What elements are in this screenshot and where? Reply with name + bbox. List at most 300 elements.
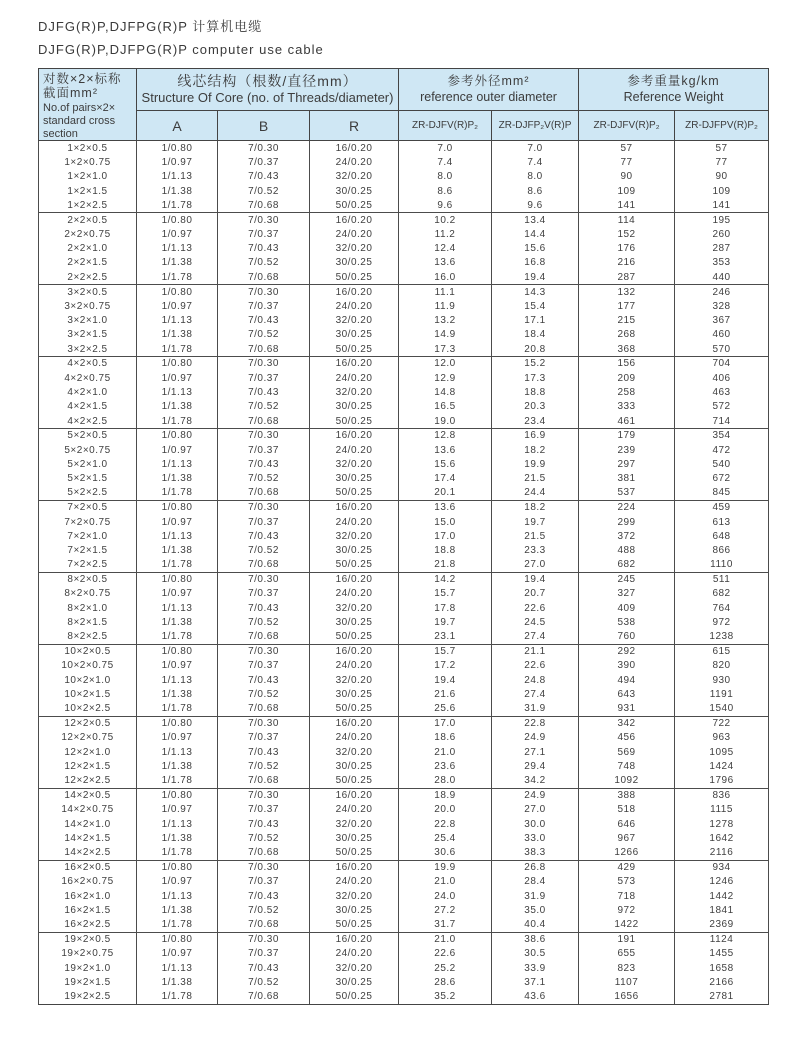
spec-cell: 4×2×0.5 — [39, 357, 137, 371]
table-row — [39, 169, 769, 183]
value-cell: 646 — [579, 817, 675, 831]
value-cell: 16/0.20 — [310, 357, 399, 371]
value-cell: 540 — [675, 457, 769, 471]
value-cell: 1442 — [675, 889, 769, 903]
value-cell: 1/0.97 — [137, 227, 218, 241]
spec-cell: 3×2×0.5 — [39, 285, 137, 299]
spec-cell: 2×2×0.5 — [39, 213, 137, 227]
table-row — [39, 975, 769, 989]
table-row — [39, 414, 769, 428]
value-cell: 32/0.20 — [310, 457, 399, 471]
value-cell: 368 — [579, 342, 675, 356]
spec-cell: 10×2×1.0 — [39, 673, 137, 687]
value-cell: 7.4 — [492, 155, 579, 169]
header-core-en: Structure Of Core (no. of Threads/diameter) — [141, 89, 394, 105]
value-cell: 2781 — [675, 990, 769, 1004]
value-cell: 1/0.97 — [137, 515, 218, 529]
spec-cell: 16×2×2.5 — [39, 918, 137, 932]
value-cell: 714 — [675, 414, 769, 428]
value-cell: 30/0.25 — [310, 903, 399, 917]
value-cell: 32/0.20 — [310, 817, 399, 831]
value-cell: 24.0 — [399, 889, 492, 903]
value-cell: 14.3 — [492, 285, 579, 299]
value-cell: 1/1.78 — [137, 990, 218, 1004]
value-cell: 1/1.38 — [137, 184, 218, 198]
value-cell: 13.2 — [399, 313, 492, 327]
value-cell: 176 — [579, 241, 675, 255]
value-cell: 18.9 — [399, 788, 492, 802]
value-cell: 18.8 — [492, 385, 579, 399]
spec-cell: 4×2×1.5 — [39, 400, 137, 414]
value-cell: 704 — [675, 357, 769, 371]
value-cell: 40.4 — [492, 918, 579, 932]
table-row — [39, 213, 769, 227]
value-cell: 409 — [579, 601, 675, 615]
value-cell: 7/0.43 — [218, 817, 310, 831]
value-cell: 460 — [675, 328, 769, 342]
value-cell: 29.4 — [492, 759, 579, 773]
value-cell: 16/0.20 — [310, 932, 399, 946]
value-cell: 1/1.38 — [137, 472, 218, 486]
value-cell: 77 — [675, 155, 769, 169]
value-cell: 19.9 — [399, 860, 492, 874]
value-cell: 24/0.20 — [310, 587, 399, 601]
value-cell: 1266 — [579, 846, 675, 860]
table-row — [39, 731, 769, 745]
value-cell: 836 — [675, 788, 769, 802]
spec-cell: 2×2×1.5 — [39, 256, 137, 270]
spec-cell: 8×2×0.5 — [39, 572, 137, 586]
value-cell: 34.2 — [492, 774, 579, 788]
value-cell: 30/0.25 — [310, 256, 399, 270]
spec-cell: 8×2×1.5 — [39, 616, 137, 630]
spec-cell: 2×2×0.75 — [39, 227, 137, 241]
value-cell: 16/0.20 — [310, 500, 399, 514]
value-cell: 16.5 — [399, 400, 492, 414]
spec-cell: 8×2×1.0 — [39, 601, 137, 615]
value-cell: 7.4 — [399, 155, 492, 169]
value-cell: 32/0.20 — [310, 961, 399, 975]
value-cell: 518 — [579, 803, 675, 817]
value-cell: 14.9 — [399, 328, 492, 342]
spec-cell: 1×2×0.75 — [39, 155, 137, 169]
value-cell: 1/1.38 — [137, 903, 218, 917]
value-cell: 1/0.80 — [137, 644, 218, 658]
value-cell: 24.9 — [492, 788, 579, 802]
value-cell: 20.1 — [399, 486, 492, 500]
value-cell: 823 — [579, 961, 675, 975]
value-cell: 7/0.43 — [218, 529, 310, 543]
value-cell: 7/0.37 — [218, 587, 310, 601]
value-cell: 1/0.97 — [137, 659, 218, 673]
value-cell: 572 — [675, 400, 769, 414]
value-cell: 7/0.37 — [218, 731, 310, 745]
value-cell: 7/0.30 — [218, 428, 310, 442]
header-spec-column — [39, 68, 137, 141]
value-cell: 292 — [579, 644, 675, 658]
value-cell: 77 — [579, 155, 675, 169]
header-core-group — [137, 68, 399, 111]
spec-cell: 16×2×1.5 — [39, 903, 137, 917]
spec-cell: 12×2×0.5 — [39, 716, 137, 730]
value-cell: 7/0.68 — [218, 630, 310, 644]
table-row — [39, 529, 769, 543]
table-row — [39, 515, 769, 529]
value-cell: 1455 — [675, 947, 769, 961]
value-cell: 16/0.20 — [310, 285, 399, 299]
table-row — [39, 486, 769, 500]
value-cell: 19.7 — [399, 616, 492, 630]
value-cell: 18.2 — [492, 500, 579, 514]
spec-cell: 10×2×0.5 — [39, 644, 137, 658]
value-cell: 24/0.20 — [310, 155, 399, 169]
value-cell: 2116 — [675, 846, 769, 860]
value-cell: 20.3 — [492, 400, 579, 414]
table-row — [39, 457, 769, 471]
table-row — [39, 184, 769, 198]
value-cell: 27.4 — [492, 630, 579, 644]
value-cell: 14.8 — [399, 385, 492, 399]
value-cell: 16.9 — [492, 428, 579, 442]
value-cell: 50/0.25 — [310, 990, 399, 1004]
header-diameter-sub-1: ZR-DJFV(R)P₂ — [399, 111, 492, 141]
value-cell: 32/0.20 — [310, 673, 399, 687]
spec-cell: 19×2×1.0 — [39, 961, 137, 975]
value-cell: 7/0.43 — [218, 889, 310, 903]
spec-cell: 14×2×1.0 — [39, 817, 137, 831]
value-cell: 1092 — [579, 774, 675, 788]
value-cell: 1424 — [675, 759, 769, 773]
value-cell: 260 — [675, 227, 769, 241]
value-cell: 24.9 — [492, 731, 579, 745]
value-cell: 1191 — [675, 688, 769, 702]
value-cell: 21.1 — [492, 644, 579, 658]
table-row — [39, 472, 769, 486]
table-row — [39, 141, 769, 155]
value-cell: 615 — [675, 644, 769, 658]
table-row — [39, 428, 769, 442]
value-cell: 26.8 — [492, 860, 579, 874]
value-cell: 367 — [675, 313, 769, 327]
value-cell: 15.7 — [399, 644, 492, 658]
value-cell: 16/0.20 — [310, 572, 399, 586]
value-cell: 9.6 — [492, 198, 579, 212]
value-cell: 722 — [675, 716, 769, 730]
value-cell: 1/1.38 — [137, 400, 218, 414]
spec-cell: 4×2×1.0 — [39, 385, 137, 399]
value-cell: 30/0.25 — [310, 184, 399, 198]
header-weight-en: Reference Weight — [623, 89, 724, 104]
table-row — [39, 961, 769, 975]
table-row — [39, 371, 769, 385]
value-cell: 24/0.20 — [310, 227, 399, 241]
table-row — [39, 803, 769, 817]
value-cell: 820 — [675, 659, 769, 673]
value-cell: 30.0 — [492, 817, 579, 831]
value-cell: 7.0 — [399, 141, 492, 155]
spec-cell: 19×2×0.5 — [39, 932, 137, 946]
table-row — [39, 788, 769, 802]
table-row — [39, 616, 769, 630]
value-cell: 7/0.30 — [218, 932, 310, 946]
value-cell: 23.4 — [492, 414, 579, 428]
value-cell: 24.8 — [492, 673, 579, 687]
value-cell: 7/0.43 — [218, 745, 310, 759]
value-cell: 27.1 — [492, 745, 579, 759]
value-cell: 287 — [579, 270, 675, 284]
spec-cell: 5×2×2.5 — [39, 486, 137, 500]
value-cell: 30/0.25 — [310, 328, 399, 342]
value-cell: 1/1.38 — [137, 975, 218, 989]
table-row — [39, 285, 769, 299]
value-cell: 7/0.37 — [218, 299, 310, 313]
spec-cell: 8×2×2.5 — [39, 630, 137, 644]
header-weight-group — [579, 68, 769, 111]
value-cell: 7/0.30 — [218, 213, 310, 227]
value-cell: 7/0.52 — [218, 472, 310, 486]
table-row — [39, 831, 769, 845]
table-row — [39, 443, 769, 457]
value-cell: 50/0.25 — [310, 774, 399, 788]
value-cell: 1/0.97 — [137, 875, 218, 889]
value-cell: 1/1.13 — [137, 241, 218, 255]
value-cell: 245 — [579, 572, 675, 586]
value-cell: 1422 — [579, 918, 675, 932]
value-cell: 1/0.80 — [137, 213, 218, 227]
value-cell: 141 — [675, 198, 769, 212]
spec-cell: 3×2×2.5 — [39, 342, 137, 356]
table-row — [39, 313, 769, 327]
value-cell: 27.4 — [492, 688, 579, 702]
value-cell: 354 — [675, 428, 769, 442]
value-cell: 19.0 — [399, 414, 492, 428]
value-cell: 1/0.80 — [137, 860, 218, 874]
value-cell: 7/0.68 — [218, 846, 310, 860]
table-row — [39, 558, 769, 572]
value-cell: 31.9 — [492, 702, 579, 716]
value-cell: 28.0 — [399, 774, 492, 788]
value-cell: 21.8 — [399, 558, 492, 572]
value-cell: 156 — [579, 357, 675, 371]
value-cell: 1841 — [675, 903, 769, 917]
value-cell: 16/0.20 — [310, 213, 399, 227]
value-cell: 15.6 — [399, 457, 492, 471]
value-cell: 16.0 — [399, 270, 492, 284]
value-cell: 7/0.37 — [218, 947, 310, 961]
table-row — [39, 328, 769, 342]
value-cell: 50/0.25 — [310, 414, 399, 428]
value-cell: 17.1 — [492, 313, 579, 327]
value-cell: 1/0.80 — [137, 357, 218, 371]
value-cell: 7/0.68 — [218, 270, 310, 284]
table-row — [39, 342, 769, 356]
value-cell: 297 — [579, 457, 675, 471]
value-cell: 672 — [675, 472, 769, 486]
value-cell: 12.8 — [399, 428, 492, 442]
value-cell: 24/0.20 — [310, 515, 399, 529]
value-cell: 25.2 — [399, 961, 492, 975]
table-row — [39, 630, 769, 644]
value-cell: 1/1.78 — [137, 702, 218, 716]
table-row — [39, 385, 769, 399]
spec-cell: 16×2×0.5 — [39, 860, 137, 874]
table-row — [39, 918, 769, 932]
value-cell: 682 — [675, 587, 769, 601]
value-cell: 7/0.52 — [218, 975, 310, 989]
value-cell: 1/0.97 — [137, 803, 218, 817]
value-cell: 7/0.37 — [218, 875, 310, 889]
spec-cell: 7×2×0.5 — [39, 500, 137, 514]
value-cell: 1/1.13 — [137, 889, 218, 903]
spec-cell: 19×2×1.5 — [39, 975, 137, 989]
value-cell: 11.2 — [399, 227, 492, 241]
value-cell: 1/1.78 — [137, 918, 218, 932]
value-cell: 24/0.20 — [310, 803, 399, 817]
table-row — [39, 702, 769, 716]
value-cell: 1278 — [675, 817, 769, 831]
value-cell: 17.2 — [399, 659, 492, 673]
value-cell: 13.6 — [399, 256, 492, 270]
value-cell: 19.4 — [492, 572, 579, 586]
value-cell: 32/0.20 — [310, 385, 399, 399]
value-cell: 1/1.38 — [137, 256, 218, 270]
value-cell: 7/0.37 — [218, 659, 310, 673]
value-cell: 31.7 — [399, 918, 492, 932]
value-cell: 23.1 — [399, 630, 492, 644]
value-cell: 13.6 — [399, 500, 492, 514]
spec-cell: 5×2×0.5 — [39, 428, 137, 442]
value-cell: 24/0.20 — [310, 947, 399, 961]
value-cell: 463 — [675, 385, 769, 399]
value-cell: 30/0.25 — [310, 975, 399, 989]
spec-cell: 5×2×1.5 — [39, 472, 137, 486]
value-cell: 43.6 — [492, 990, 579, 1004]
value-cell: 7/0.52 — [218, 616, 310, 630]
value-cell: 19.9 — [492, 457, 579, 471]
spec-cell: 3×2×1.5 — [39, 328, 137, 342]
value-cell: 1/0.80 — [137, 788, 218, 802]
value-cell: 718 — [579, 889, 675, 903]
value-cell: 50/0.25 — [310, 846, 399, 860]
header-diameter-zh: 参考外径mm² — [447, 74, 530, 89]
value-cell: 7/0.30 — [218, 500, 310, 514]
value-cell: 27.0 — [492, 803, 579, 817]
value-cell: 33.9 — [492, 961, 579, 975]
spec-cell: 7×2×0.75 — [39, 515, 137, 529]
table-row — [39, 759, 769, 773]
value-cell: 1/1.38 — [137, 616, 218, 630]
table-row — [39, 903, 769, 917]
table-row — [39, 688, 769, 702]
value-cell: 1/0.80 — [137, 428, 218, 442]
value-cell: 50/0.25 — [310, 270, 399, 284]
value-cell: 32/0.20 — [310, 601, 399, 615]
value-cell: 12.4 — [399, 241, 492, 255]
table-row — [39, 500, 769, 514]
spec-cell: 10×2×1.5 — [39, 688, 137, 702]
value-cell: 1/1.78 — [137, 630, 218, 644]
value-cell: 37.1 — [492, 975, 579, 989]
value-cell: 1/1.78 — [137, 486, 218, 500]
table-row — [39, 745, 769, 759]
value-cell: 1/0.97 — [137, 947, 218, 961]
table-row — [39, 860, 769, 874]
value-cell: 30/0.25 — [310, 616, 399, 630]
value-cell: 177 — [579, 299, 675, 313]
value-cell: 655 — [579, 947, 675, 961]
value-cell: 141 — [579, 198, 675, 212]
value-cell: 1/1.78 — [137, 270, 218, 284]
value-cell: 216 — [579, 256, 675, 270]
value-cell: 931 — [579, 702, 675, 716]
value-cell: 215 — [579, 313, 675, 327]
value-cell: 195 — [675, 213, 769, 227]
value-cell: 90 — [675, 169, 769, 183]
value-cell: 7/0.52 — [218, 328, 310, 342]
value-cell: 573 — [579, 875, 675, 889]
value-cell: 32/0.20 — [310, 529, 399, 543]
value-cell: 7/0.30 — [218, 644, 310, 658]
value-cell: 14.4 — [492, 227, 579, 241]
value-cell: 1/1.38 — [137, 759, 218, 773]
value-cell: 7/0.68 — [218, 702, 310, 716]
value-cell: 22.6 — [492, 601, 579, 615]
value-cell: 1/0.97 — [137, 299, 218, 313]
value-cell: 7/0.43 — [218, 673, 310, 687]
value-cell: 1/1.78 — [137, 846, 218, 860]
value-cell: 1246 — [675, 875, 769, 889]
table-row — [39, 601, 769, 615]
header-spec-en: No.of pairs×2× standard cross section — [43, 102, 116, 140]
spec-cell: 19×2×0.75 — [39, 947, 137, 961]
value-cell: 90 — [579, 169, 675, 183]
value-cell: 50/0.25 — [310, 918, 399, 932]
value-cell: 342 — [579, 716, 675, 730]
value-cell: 246 — [675, 285, 769, 299]
value-cell: 38.6 — [492, 932, 579, 946]
value-cell: 7/0.43 — [218, 313, 310, 327]
value-cell: 333 — [579, 400, 675, 414]
value-cell: 1/0.97 — [137, 731, 218, 745]
value-cell: 748 — [579, 759, 675, 773]
value-cell: 1095 — [675, 745, 769, 759]
value-cell: 7.0 — [492, 141, 579, 155]
value-cell: 537 — [579, 486, 675, 500]
value-cell: 50/0.25 — [310, 486, 399, 500]
value-cell: 1124 — [675, 932, 769, 946]
spec-cell: 7×2×2.5 — [39, 558, 137, 572]
spec-cell: 19×2×2.5 — [39, 990, 137, 1004]
cable-spec-table — [38, 68, 769, 1005]
value-cell: 1/1.78 — [137, 774, 218, 788]
value-cell: 1642 — [675, 831, 769, 845]
value-cell: 30/0.25 — [310, 759, 399, 773]
value-cell: 643 — [579, 688, 675, 702]
value-cell: 32/0.20 — [310, 313, 399, 327]
value-cell: 16/0.20 — [310, 860, 399, 874]
header-spec-zh: 对数×2×标称截面mm² — [43, 71, 122, 100]
value-cell: 1/1.38 — [137, 831, 218, 845]
table-row — [39, 227, 769, 241]
value-cell: 23.3 — [492, 544, 579, 558]
value-cell: 24/0.20 — [310, 299, 399, 313]
value-cell: 488 — [579, 544, 675, 558]
value-cell: 17.4 — [399, 472, 492, 486]
value-cell: 7/0.43 — [218, 457, 310, 471]
value-cell: 179 — [579, 428, 675, 442]
page-title-zh: DJFG(R)P,DJFPG(R)P 计算机电缆 — [38, 19, 263, 34]
value-cell: 7/0.43 — [218, 169, 310, 183]
